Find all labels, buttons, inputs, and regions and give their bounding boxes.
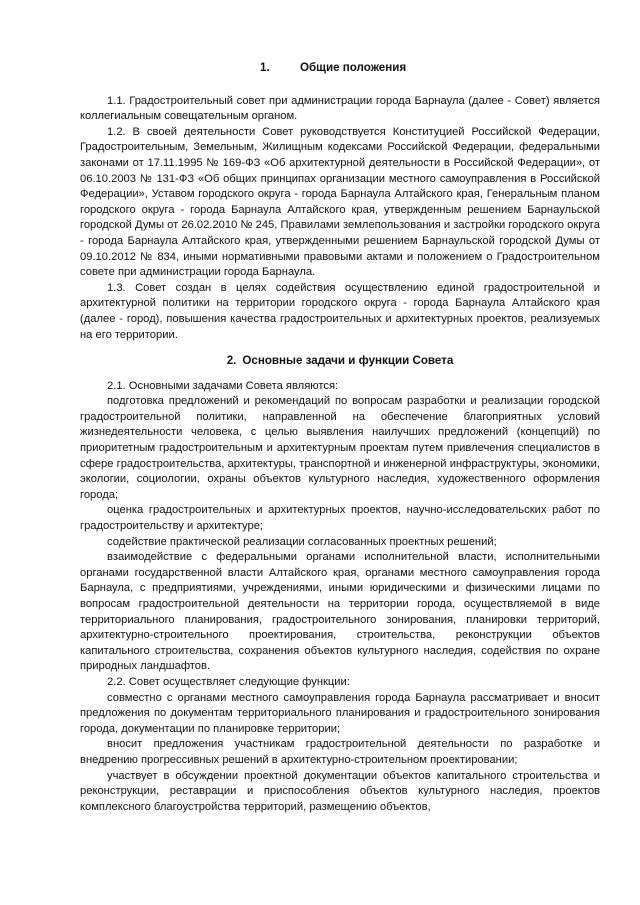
section-2-title: Основные задачи и функции Совета xyxy=(242,354,454,368)
task-item: взаимодействие с федеральными органами исполнительной власти, исполнительными органами государственной власти Алтайского края, органами местного самоуправления города Барнаула, с предприятиями, учреждениями, иными юридическими и физическими лицами по вопросам градостроительной деятельности на территории города, осуществляемой в виде территориального планирования, градостроительного зонирования, планировки территорий, архитектурно-строительного проектирования, строительства, реконструкции объектов капитального строительства, сохранения объектов культурного наследия, содействия по охране природных ландшафтов. xyxy=(80,551,600,673)
task-item: содействие практической реализации согласованных проектных решений; xyxy=(107,535,497,548)
section-1-body xyxy=(80,94,600,344)
function-item: совместно с органами местного самоуправления города Барнаула рассматривает и вносит предложения по документам территориального планирования и градостроительного зонирования города, документации по планировке территории; xyxy=(80,691,600,735)
paragraph-2-1: 2.1. Основными задачами Совета являются: xyxy=(107,379,339,392)
paragraph-1-1: 1.1. Градостроительный совет при администрации города Барнаула (далее - Совет) является коллегиальным совещательным органом. xyxy=(80,94,600,123)
task-item: подготовка предложений и рекомендаций по вопросам разработки и реализации городской градостроительной политики, направленной на обеспечение благоприятных условий жизнедеятельности человека, с целью выявления наилучших предложений (концепций) по приоритетным градостроительным и архитектурным проектам путем привлечения специалистов в сфере градостроительства, архитектуры, транспортной и инженерной инфраструктуры, экономики, экологии, социологии, охраны объектов культурного наследия, художественного оформления города; xyxy=(80,395,600,501)
function-item: участвует в обсуждении проектной документации объектов капитального строительства и реконструкции, реставрации и приспособления объектов культурного наследия, проектов комплексного благоустройства территорий, размещению объектов, xyxy=(80,769,600,813)
section-2-heading xyxy=(80,353,600,369)
section-2-number: 2. xyxy=(226,354,237,368)
function-item: вносит предложения участникам градостроительной деятельности по разработке и внедрению прогрессивных решений в архитектурно-строительном проектировании; xyxy=(80,738,600,766)
section-1-heading xyxy=(80,60,600,76)
section-1-title: Общие положения xyxy=(300,61,407,74)
paragraph-1-2: 1.2. В своей деятельности Совет руководствуется Конституцией Российской Федерации, Градостроительным, Земельным, Жилищным кодексами Российской Федерации, федеральными законами от 17.11.1995 № 169-ФЗ «Об архитектурной деятельности в Российской Федерации», от 06.10.2003 № 131-ФЗ «Об общих принципах организации местного самоуправления в Российской Федерации», Уставом городского округа - города Барнаула Алтайского края, Генеральным планом городского округа - города Барнаула Алтайского края, утвержденным решением Барнаульской городской Думы от 26.02.2010 № 245, Правилами землепользования и застройки городского округа - города Барнаула Алтайского края, утвержденными решением Барнаульской городской Думы от 09.10.2012 № 834, иными нормативными правовыми актами и положением о Градостроительном совете при администрации города Барнаула. xyxy=(80,125,600,279)
paragraph-1-3: 1.3. Совет создан в целях содействия осуществлению единой градостроительной и архитектурной политики на территории городского округа - города Барнаула Алтайского края (далее - город), повышения качества градостроительных и архитектурных проектов, реализуемых на его территории. xyxy=(80,281,600,341)
section-2-body xyxy=(80,379,600,816)
section-1-number: 1. xyxy=(260,61,270,74)
task-item: оценка градостроительных и архитектурных проектов, научно-исследовательских работ по градостроительству и архитектуре; xyxy=(80,504,600,533)
paragraph-2-2: 2.2. Совет осуществляет следующие функции: xyxy=(107,675,350,688)
